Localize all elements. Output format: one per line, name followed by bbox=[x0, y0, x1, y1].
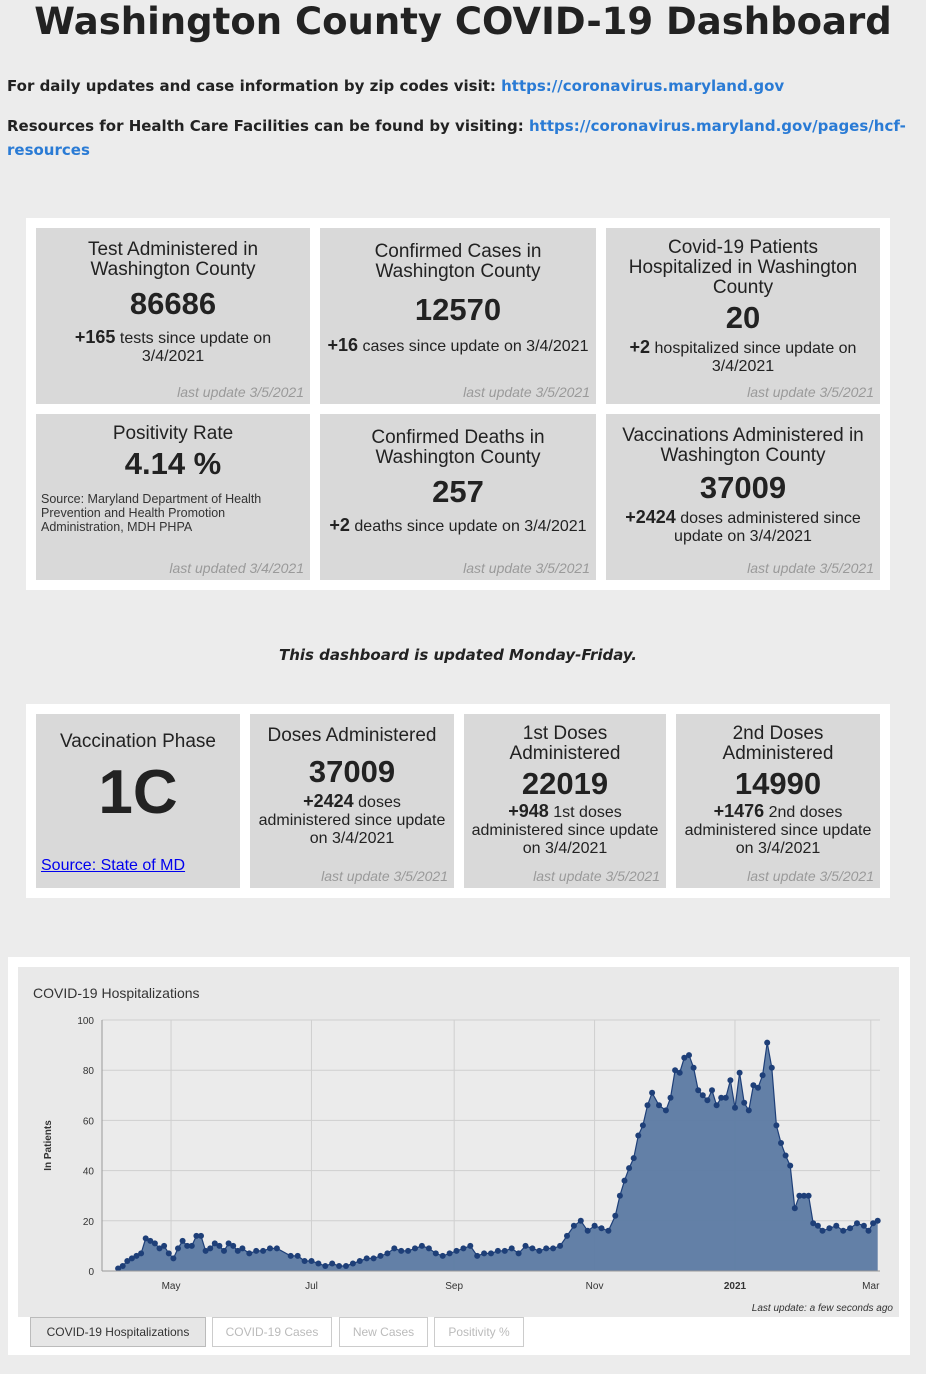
tab-new-cases[interactable]: New Cases bbox=[339, 1317, 428, 1347]
data-point bbox=[550, 1245, 556, 1251]
data-point bbox=[288, 1253, 294, 1259]
data-point bbox=[645, 1102, 651, 1108]
y-tick-label: 100 bbox=[77, 1016, 94, 1027]
hospitalized-card bbox=[606, 228, 880, 404]
chart-background bbox=[18, 967, 899, 1317]
data-point bbox=[329, 1261, 335, 1267]
data-point bbox=[709, 1087, 715, 1093]
cases-title: Confirmed Cases in Washington County bbox=[374, 241, 542, 282]
data-point bbox=[488, 1250, 494, 1256]
data-point bbox=[315, 1261, 321, 1267]
tab-positivity[interactable]: Positivity % bbox=[434, 1317, 524, 1347]
positivity-value: 4.14 % bbox=[124, 446, 222, 481]
positivity-card bbox=[36, 414, 310, 580]
deaths-delta: +2 deaths since update on 3/4/2021 bbox=[329, 515, 587, 535]
data-point bbox=[622, 1178, 628, 1184]
positivity-title: Positivity Rate bbox=[112, 423, 234, 444]
chart-last-update: Last update: a few seconds ago bbox=[751, 1303, 893, 1314]
hospitalized-title: Covid-19 Patients Hospitalized in Washington County bbox=[628, 237, 858, 298]
data-point bbox=[755, 1085, 761, 1091]
vaccinations-updated: last update 3/5/2021 bbox=[747, 560, 874, 576]
data-point bbox=[166, 1250, 172, 1256]
x-tick-label: Nov bbox=[585, 1281, 604, 1292]
data-point bbox=[391, 1245, 397, 1251]
hospitalized-updated: last update 3/5/2021 bbox=[747, 384, 874, 400]
first-doses-delta: +948 1st doses administered since update on 3/4/2021 bbox=[471, 801, 659, 857]
tab-covid-hospitalizations[interactable]: COVID-19 Hospitalizations bbox=[30, 1317, 206, 1347]
data-point bbox=[847, 1225, 853, 1231]
data-point bbox=[523, 1243, 529, 1249]
data-point bbox=[120, 1263, 126, 1269]
doses-delta: +2424 doses administered since update on 3/4/2021 bbox=[258, 791, 446, 847]
data-point bbox=[384, 1250, 390, 1256]
data-point bbox=[764, 1040, 770, 1046]
data-point bbox=[605, 1228, 611, 1234]
data-point bbox=[875, 1218, 881, 1224]
data-point bbox=[198, 1233, 204, 1239]
daily-updates-text: For daily updates and case information by zip codes visit: bbox=[7, 77, 496, 95]
data-point bbox=[447, 1250, 453, 1256]
data-point bbox=[274, 1245, 280, 1251]
vaccinations-value: 37009 bbox=[699, 470, 787, 505]
data-point bbox=[419, 1243, 425, 1249]
data-point bbox=[481, 1250, 487, 1256]
data-point bbox=[295, 1253, 301, 1259]
chart-title: COVID-19 Hospitalizations bbox=[33, 985, 200, 1001]
doses-updated: last update 3/5/2021 bbox=[321, 868, 448, 884]
data-point bbox=[189, 1243, 195, 1249]
data-point bbox=[138, 1250, 144, 1256]
vaccinations-card bbox=[606, 414, 880, 580]
data-point bbox=[640, 1122, 646, 1128]
data-point bbox=[571, 1223, 577, 1229]
data-point bbox=[854, 1220, 860, 1226]
data-point bbox=[792, 1205, 798, 1211]
hcf-resources-text: Resources for Health Care Facilities can be found by visiting: bbox=[7, 117, 524, 135]
deaths-updated: last update 3/5/2021 bbox=[463, 560, 590, 576]
hospitalizations-chart-panel bbox=[8, 957, 910, 1355]
data-point bbox=[440, 1253, 446, 1259]
data-point bbox=[649, 1090, 655, 1096]
first-doses-card bbox=[464, 714, 666, 888]
data-point bbox=[454, 1248, 460, 1254]
data-point bbox=[820, 1228, 826, 1234]
deaths-title: Confirmed Deaths in Washington County bbox=[371, 427, 545, 468]
data-point bbox=[336, 1263, 342, 1269]
data-point bbox=[612, 1213, 618, 1219]
data-point bbox=[833, 1223, 839, 1229]
data-point bbox=[509, 1245, 515, 1251]
tab-covid-cases[interactable]: COVID-19 Cases bbox=[212, 1317, 332, 1347]
data-point bbox=[221, 1248, 227, 1254]
data-point bbox=[783, 1153, 789, 1159]
hospitalized-value: 20 bbox=[725, 300, 761, 335]
data-point bbox=[826, 1225, 832, 1231]
data-point bbox=[364, 1255, 370, 1261]
data-point bbox=[467, 1243, 473, 1249]
data-point bbox=[230, 1243, 236, 1249]
vaccination-phase-card bbox=[36, 714, 240, 888]
cases-value: 12570 bbox=[414, 292, 502, 327]
data-point bbox=[704, 1097, 710, 1103]
data-point bbox=[773, 1122, 779, 1128]
data-point bbox=[866, 1228, 872, 1234]
data-point bbox=[239, 1245, 245, 1251]
data-point bbox=[357, 1258, 363, 1264]
data-point bbox=[626, 1165, 632, 1171]
daily-updates-line bbox=[7, 74, 917, 98]
coronavirus-maryland-link[interactable]: https://coronavirus.maryland.gov bbox=[501, 77, 785, 95]
tests-value: 86686 bbox=[129, 286, 217, 321]
vaccinations-title: Vaccinations Administered in Washington County bbox=[622, 425, 864, 466]
data-point bbox=[668, 1095, 674, 1101]
data-point bbox=[502, 1248, 508, 1254]
data-point bbox=[267, 1245, 273, 1251]
data-point bbox=[152, 1240, 158, 1246]
data-point bbox=[516, 1250, 522, 1256]
data-point bbox=[426, 1245, 432, 1251]
data-point bbox=[861, 1223, 867, 1229]
data-point bbox=[536, 1248, 542, 1254]
data-point bbox=[732, 1105, 738, 1111]
data-point bbox=[695, 1087, 701, 1093]
tests-card bbox=[36, 228, 310, 404]
cases-delta: +16 cases since update on 3/4/2021 bbox=[327, 335, 589, 355]
data-point bbox=[760, 1072, 766, 1078]
cases-card bbox=[320, 228, 596, 404]
data-point bbox=[246, 1250, 252, 1256]
positivity-updated: last updated 3/4/2021 bbox=[169, 560, 304, 576]
data-point bbox=[170, 1255, 176, 1261]
data-point bbox=[302, 1258, 308, 1264]
data-point bbox=[529, 1245, 535, 1251]
data-point bbox=[806, 1193, 812, 1199]
data-point bbox=[474, 1253, 480, 1259]
data-point bbox=[617, 1193, 623, 1199]
data-point bbox=[663, 1107, 669, 1113]
data-point bbox=[727, 1077, 733, 1083]
data-point bbox=[260, 1248, 266, 1254]
second-doses-card bbox=[676, 714, 880, 888]
data-point bbox=[631, 1155, 637, 1161]
y-axis-title: In Patients bbox=[43, 1120, 54, 1171]
data-point bbox=[161, 1243, 167, 1249]
vaccination-phase-value: 1C bbox=[98, 758, 178, 827]
data-point bbox=[495, 1248, 501, 1254]
first-doses-value: 22019 bbox=[521, 766, 609, 801]
data-point bbox=[207, 1245, 213, 1251]
first-doses-title: 1st Doses Administered bbox=[509, 723, 621, 764]
second-doses-value: 14990 bbox=[734, 766, 822, 801]
vaccinations-delta: +2424 doses administered since update on 3/4/2021 bbox=[625, 507, 861, 545]
data-point bbox=[746, 1107, 752, 1113]
data-point bbox=[309, 1258, 315, 1264]
data-point bbox=[656, 1102, 662, 1108]
second-doses-updated: last update 3/5/2021 bbox=[747, 868, 874, 884]
data-point bbox=[460, 1245, 466, 1251]
doses-title: Doses Administered bbox=[267, 725, 437, 746]
data-point bbox=[405, 1248, 411, 1254]
data-point bbox=[371, 1255, 377, 1261]
data-point bbox=[686, 1052, 692, 1058]
data-point bbox=[398, 1248, 404, 1254]
data-point bbox=[778, 1140, 784, 1146]
deaths-value: 257 bbox=[432, 474, 484, 509]
x-tick-label: Sep bbox=[445, 1281, 464, 1292]
y-tick-label: 0 bbox=[88, 1267, 94, 1278]
data-point bbox=[787, 1163, 793, 1169]
data-point bbox=[564, 1233, 570, 1239]
source-state-md-link[interactable]: Source: State of MD bbox=[41, 857, 186, 874]
data-point bbox=[350, 1261, 356, 1267]
data-point bbox=[737, 1070, 743, 1076]
data-point bbox=[691, 1065, 697, 1071]
positivity-source: Source: Maryland Department of Health Prevention and Health Promotion Administration, MDH PHPA bbox=[41, 492, 262, 534]
data-point bbox=[599, 1225, 605, 1231]
data-point bbox=[592, 1223, 598, 1229]
data-point bbox=[585, 1228, 591, 1234]
data-point bbox=[543, 1245, 549, 1251]
data-point bbox=[343, 1263, 349, 1269]
x-tick-label: 2021 bbox=[723, 1281, 747, 1292]
tests-updated: last update 3/5/2021 bbox=[177, 384, 304, 400]
data-point bbox=[578, 1218, 584, 1224]
hospitalized-delta: +2 hospitalized since update on 3/4/2021 bbox=[629, 337, 857, 375]
doses-card bbox=[250, 714, 454, 888]
second-doses-title: 2nd Doses Administered bbox=[722, 723, 834, 764]
first-doses-updated: last update 3/5/2021 bbox=[533, 868, 660, 884]
x-tick-label: Mar bbox=[862, 1281, 880, 1292]
tests-title: Test Administered in Washington County bbox=[87, 239, 259, 280]
stats-panel bbox=[26, 218, 890, 590]
data-point bbox=[180, 1238, 186, 1244]
x-tick-label: Jul bbox=[305, 1281, 318, 1292]
y-tick-label: 20 bbox=[82, 1216, 94, 1228]
data-point bbox=[433, 1250, 439, 1256]
y-tick-label: 60 bbox=[82, 1116, 94, 1128]
data-point bbox=[714, 1102, 720, 1108]
data-point bbox=[723, 1095, 729, 1101]
y-tick-label: 80 bbox=[82, 1066, 94, 1078]
tests-delta: +165 tests since update on 3/4/2021 bbox=[74, 327, 272, 365]
data-point bbox=[253, 1248, 259, 1254]
data-point bbox=[322, 1263, 328, 1269]
data-point bbox=[815, 1223, 821, 1229]
hcf-resources-link[interactable]: https://coronavirus.maryland.gov/pages/hcf-resources bbox=[7, 117, 906, 159]
page-title: Washington County COVID-19 Dashboard bbox=[34, 0, 892, 43]
hcf-resources-line bbox=[7, 114, 917, 162]
update-schedule-note: This dashboard is updated Monday-Friday. bbox=[278, 646, 637, 664]
cases-updated: last update 3/5/2021 bbox=[463, 384, 590, 400]
vaccination-panel bbox=[26, 704, 890, 898]
doses-value: 37009 bbox=[308, 754, 396, 789]
y-tick-label: 40 bbox=[82, 1166, 94, 1178]
hospitalizations-chart bbox=[18, 967, 899, 1297]
data-point bbox=[635, 1133, 641, 1139]
x-tick-label: May bbox=[161, 1281, 181, 1292]
data-point bbox=[769, 1065, 775, 1071]
data-point bbox=[175, 1245, 181, 1251]
data-point bbox=[700, 1092, 706, 1098]
data-point bbox=[677, 1070, 683, 1076]
data-point bbox=[378, 1253, 384, 1259]
data-point bbox=[741, 1100, 747, 1106]
vaccination-phase-title: Vaccination Phase bbox=[60, 731, 216, 752]
deaths-card bbox=[320, 414, 596, 580]
second-doses-delta: +1476 2nd doses administered since update on 3/4/2021 bbox=[684, 801, 872, 857]
data-point bbox=[840, 1228, 846, 1234]
data-point bbox=[412, 1245, 418, 1251]
data-point bbox=[557, 1243, 563, 1249]
data-point bbox=[216, 1243, 222, 1249]
